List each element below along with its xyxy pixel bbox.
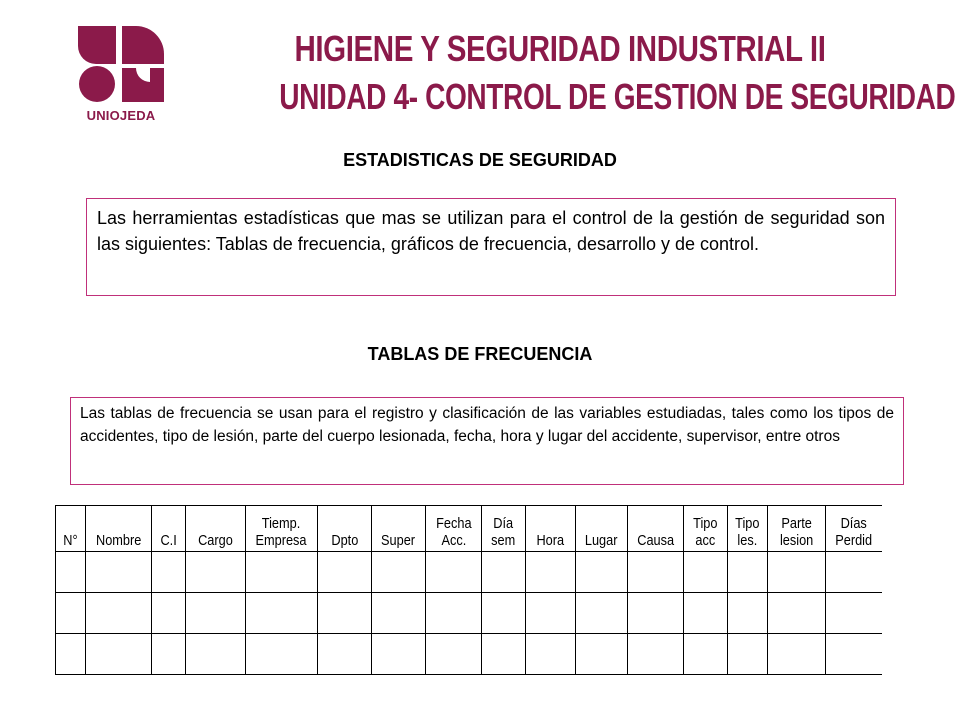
table-cell[interactable]	[482, 593, 526, 634]
col-header: Días Perdid	[826, 506, 882, 552]
col-header: Causa	[628, 506, 684, 552]
table-cell[interactable]	[482, 634, 526, 675]
table-cell[interactable]	[86, 634, 152, 675]
logo-text: UNIOJEDA	[86, 108, 156, 123]
table-cell[interactable]	[426, 634, 482, 675]
estadisticas-text: Las herramientas estadísticas que mas se utilizan para el control de la gestión de seguridad son las siguientes: Tablas de frecuencia, gráficos de frecuencia, desarrollo y de control.	[97, 208, 885, 254]
col-header: Super	[372, 506, 426, 552]
col-header: Tipo les.	[728, 506, 768, 552]
col-header: Tiemp. Empresa	[246, 506, 318, 552]
table-cell[interactable]	[152, 552, 186, 593]
table-cell[interactable]	[186, 593, 246, 634]
col-header: Nombre	[86, 506, 152, 552]
estadisticas-text-box	[86, 198, 896, 296]
col-header: Hora	[526, 506, 576, 552]
table-cell[interactable]	[576, 634, 628, 675]
table-cell[interactable]	[318, 593, 372, 634]
table-cell[interactable]	[628, 552, 684, 593]
table-cell[interactable]	[826, 552, 882, 593]
col-header: Dpto	[318, 506, 372, 552]
table-cell[interactable]	[684, 552, 728, 593]
table-cell[interactable]	[152, 593, 186, 634]
table-cell[interactable]	[152, 634, 186, 675]
table-cell[interactable]	[684, 593, 728, 634]
table-cell[interactable]	[728, 552, 768, 593]
col-header: Tipo acc	[684, 506, 728, 552]
table-cell[interactable]	[482, 552, 526, 593]
frequency-table	[55, 505, 882, 675]
table-cell[interactable]	[372, 634, 426, 675]
tablas-text-box	[70, 397, 904, 485]
col-header: Parte lesion	[768, 506, 826, 552]
table-cell[interactable]	[318, 634, 372, 675]
table-cell[interactable]	[628, 634, 684, 675]
table-cell[interactable]	[426, 593, 482, 634]
table-row	[56, 634, 882, 675]
uniojeda-logo	[76, 24, 166, 126]
table-cell[interactable]	[526, 552, 576, 593]
table-cell[interactable]	[86, 593, 152, 634]
table-cell[interactable]	[56, 634, 86, 675]
table-cell[interactable]	[372, 593, 426, 634]
table-header-row	[56, 506, 882, 552]
table-cell[interactable]	[186, 552, 246, 593]
table-cell[interactable]	[768, 552, 826, 593]
table-cell[interactable]	[86, 552, 152, 593]
table-cell[interactable]	[826, 593, 882, 634]
table-cell[interactable]	[526, 634, 576, 675]
table-cell[interactable]	[576, 593, 628, 634]
table-row	[56, 593, 882, 634]
tablas-text: Las tablas de frecuencia se usan para el registro y clasificación de las variables estudiadas, tales como los tipos de accidentes, tipo de lesión, parte del cuerpo lesionada, fecha, hora y lugar del accidente, supervisor, entre otros	[80, 405, 894, 445]
col-header: Día sem	[482, 506, 526, 552]
table-cell[interactable]	[728, 593, 768, 634]
table-cell[interactable]	[628, 593, 684, 634]
table-cell[interactable]	[826, 634, 882, 675]
table-cell[interactable]	[246, 593, 318, 634]
table-cell[interactable]	[318, 552, 372, 593]
table-body	[56, 552, 882, 675]
table-row	[56, 552, 882, 593]
table-cell[interactable]	[576, 552, 628, 593]
table-cell[interactable]	[728, 634, 768, 675]
unit-title: UNIDAD 4- CONTROL DE GESTION DE SEGURIDAD	[279, 76, 956, 117]
uniojeda-logo-mark	[76, 24, 166, 104]
course-title: HIGIENE Y SEGURIDAD INDUSTRIAL II	[294, 28, 826, 69]
table-cell[interactable]	[426, 552, 482, 593]
table-cell[interactable]	[246, 634, 318, 675]
table-cell[interactable]	[684, 634, 728, 675]
heading-tablas: TABLAS DE FRECUENCIA	[367, 344, 593, 364]
col-header: Lugar	[576, 506, 628, 552]
table-cell[interactable]	[768, 634, 826, 675]
col-header: N°	[56, 506, 86, 552]
table-cell[interactable]	[768, 593, 826, 634]
table-cell[interactable]	[246, 552, 318, 593]
table-cell[interactable]	[56, 552, 86, 593]
table-cell[interactable]	[56, 593, 86, 634]
col-header: C.I	[152, 506, 186, 552]
table-cell[interactable]	[526, 593, 576, 634]
heading-estadisticas: ESTADISTICAS DE SEGURIDAD	[343, 150, 617, 170]
col-header: Fecha Acc.	[426, 506, 482, 552]
table-cell[interactable]	[372, 552, 426, 593]
col-header: Cargo	[186, 506, 246, 552]
table-cell[interactable]	[186, 634, 246, 675]
